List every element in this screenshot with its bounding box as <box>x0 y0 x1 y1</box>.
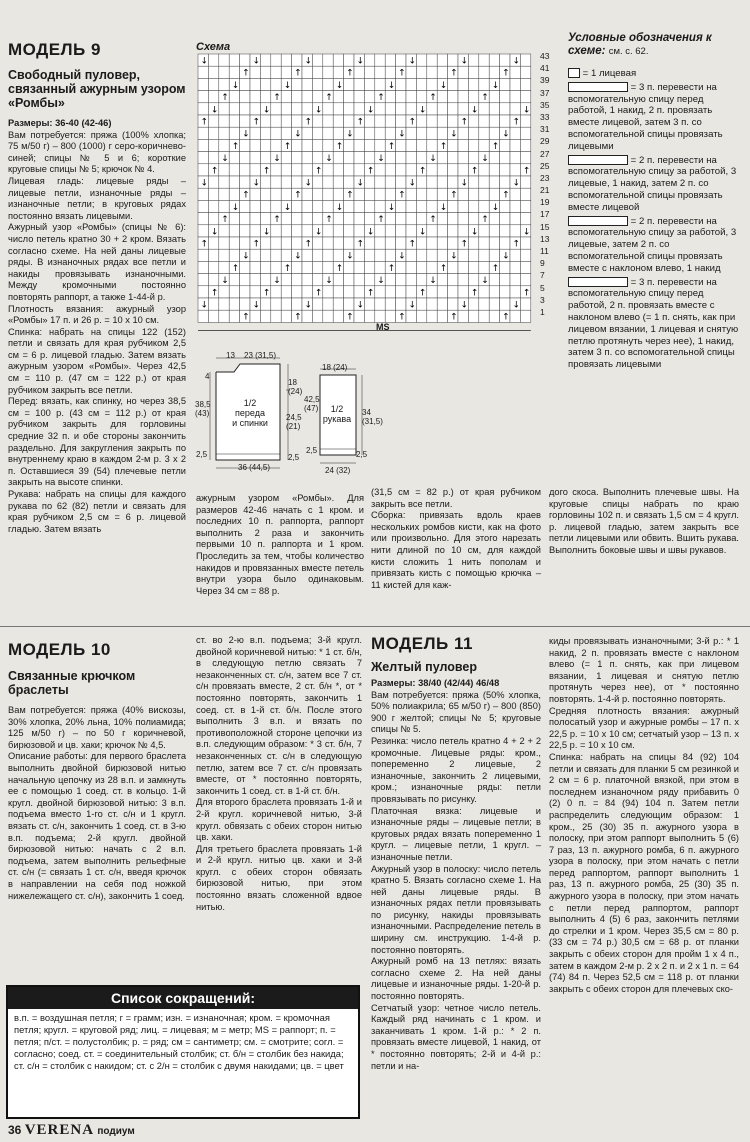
model9-gauge: Плотность вязания: ажурный узор «Ромбы» 17 п. и 26 р. = 10 х 10 см. <box>8 303 186 326</box>
svg-text:↓: ↓ <box>304 56 313 67</box>
model11-gauge: Средняя плотность вязания: ажурный полосатый узор и ажурные ромбы – 17 п. х 22,5 р. = 10 х 10 см; сетчатый узор – 13 п. х 22,5 р. = 10 х 10 см. <box>549 705 739 751</box>
svg-text:↑: ↑ <box>408 117 417 128</box>
legend <box>568 68 743 371</box>
model10-title: МОДЕЛЬ 10 <box>8 640 111 659</box>
abbreviations-text: в.п. = воздушная петля; г = грамм; изн. = изнаночная; кром. = кромочная петля; кругл. = круговой ряд; лиц. = лицевая; м = метр; MS = раппорт; п. = петля; п/ст. = полустолбик; р. = ряд; см = сантиметр; см. = смотрите; согл. = согласно; соед. ст. = соединительный столбик; ст. б/н = столбик без накида; ст. с/н = столбик с накидом; ст. с 2/н = столбик с двумя накидами; цв. = цвет <box>14 1012 344 1071</box>
schema-row-number: 27 <box>540 148 550 159</box>
front-label <box>222 398 278 428</box>
svg-text:↑: ↑ <box>522 288 531 299</box>
model9-pattern: Ажурный узор «Ромбы» (спицы № 6): число петель кратно 30 + 2 кром. Вязать согласно схеме. На ней даны лицевые ряды. В изнаночных рядах все петли и накиды провязывать изнаночными. Между кромочными постоянно повторять раппорт, а также 1-44-й р. <box>8 222 186 302</box>
svg-text:↑: ↑ <box>450 190 458 201</box>
svg-text:↓: ↓ <box>377 154 385 165</box>
sleeve-25-right: 2,5 <box>356 450 368 459</box>
svg-text:↓: ↓ <box>210 227 219 238</box>
svg-text:↑: ↑ <box>346 190 354 201</box>
model10-bracelet2: Для второго браслета провязать 1-й и 2-й кругл. коричневой нитью, 3-й кругл. обвязать с обеих сторон нитью цв. хаки. <box>196 797 362 843</box>
svg-text:↓: ↓ <box>346 251 354 262</box>
svg-text:↑: ↑ <box>314 288 323 299</box>
svg-text:↓: ↓ <box>481 276 489 287</box>
front-right-bot: 42,5 (47) <box>304 395 320 413</box>
schema-row-number: 19 <box>540 197 550 208</box>
model9-col3-a: (31,5 см = 82 р.) от края рубчиком закрыть все петли. <box>371 487 541 509</box>
model9-col2: ажурным узором «Ромбы». Для размеров 42-46 начать с 1 кром. и последних 10 п. раппорта, раппорт выполнить 2 раза и закончить первыми 10 п. раппорта и 1 кром. Проследить за тем, чтобы количество накидов и провязанных вместе петель внутри узора было одинаковым. Через 34 см = 88 р. <box>196 493 364 596</box>
model11-garter: Платочная вязка: лицевые и изнаночные ряды – лицевые петли; в круговых рядах вязать попеременно 1 кругл. – лицевые петли, 1 кругл. – изнаночные петли. <box>371 805 541 862</box>
svg-text:↓: ↓ <box>242 251 250 262</box>
front-label-2: переда <box>235 408 265 418</box>
schema-row-number: 33 <box>540 111 550 122</box>
model11-rhombus: Ажурный ромб на 13 петлях: вязать согласно схеме 2. На ней даны лицевые и изнаночные ряды. 1-20-й р. постоянно повторять. <box>371 956 541 1002</box>
svg-text:↓: ↓ <box>210 105 219 116</box>
front-label-1: 1/2 <box>243 398 257 408</box>
svg-text:↓: ↓ <box>450 251 458 262</box>
schema-row-number: 5 <box>540 282 545 293</box>
svg-text:↑: ↑ <box>231 141 240 152</box>
front-top-right: 23 (31,5) <box>244 351 277 360</box>
front-25-left: 2,5 <box>196 450 208 459</box>
cross-symbol-icon <box>568 216 628 226</box>
svg-text:↓: ↓ <box>200 178 209 189</box>
svg-text:↑: ↑ <box>408 239 417 250</box>
svg-text:↑: ↑ <box>439 263 448 274</box>
front-right-top: 18 (24) <box>288 378 303 396</box>
legend-item-knit <box>568 68 743 80</box>
svg-text:↓: ↓ <box>283 202 292 213</box>
svg-text:↑: ↑ <box>450 68 458 79</box>
svg-text:↑: ↑ <box>200 239 209 250</box>
model9-materials: Вам потребуется: пряжа (100% хлопка; 75 м/50 г) – 800 (1000) г серо-коричнево-синей; спицы № 5 и 6; короткие круговые спицы № 5; крючок № 4. <box>8 129 186 175</box>
front-label-3: и спинки <box>232 418 268 428</box>
schema-row-number: 11 <box>540 246 549 256</box>
model9-sizes: Размеры: 36-40 (42-46) <box>8 118 112 128</box>
legend-title <box>568 32 743 58</box>
svg-text:↑: ↑ <box>418 166 427 177</box>
svg-text:↑: ↑ <box>273 215 281 226</box>
page-footer <box>8 1122 135 1139</box>
legend-title-text: Условные обозначения к схеме: <box>568 32 712 57</box>
model11-mesh: Сетчатый узор: четное число петель. Каждый ряд начинать с 1 кром. и заканчивать 1 кром. 1-й р.: * 2 п. провязать вместе лицевой, 1 накид, от * постоянно повторять; 2-й и 4-й р.: петли и на- <box>371 1002 541 1071</box>
svg-text:↓: ↓ <box>491 80 500 91</box>
svg-text:↑: ↑ <box>242 312 250 323</box>
svg-text:↓: ↓ <box>439 80 448 91</box>
svg-text:↑: ↑ <box>491 263 500 274</box>
svg-text:↓: ↓ <box>200 56 209 67</box>
schema-row-number: 9 <box>540 258 545 269</box>
svg-text:↓: ↓ <box>387 202 396 213</box>
model11-col2 <box>549 636 739 995</box>
svg-text:↓: ↓ <box>460 56 469 67</box>
svg-text:↓: ↓ <box>231 202 240 213</box>
schema-row-number: 1 <box>540 306 545 317</box>
svg-text:↑: ↑ <box>502 68 510 79</box>
svg-text:↓: ↓ <box>325 276 333 287</box>
schema-row-number: 7 <box>540 270 545 281</box>
svg-text:↑: ↑ <box>294 190 302 201</box>
svg-text:↑: ↑ <box>418 288 427 299</box>
svg-text:↓: ↓ <box>408 178 417 189</box>
svg-text:↓: ↓ <box>398 129 406 140</box>
svg-text:↑: ↑ <box>200 117 209 128</box>
svg-text:↑: ↑ <box>356 239 365 250</box>
legend-item-cross3 <box>568 216 743 275</box>
svg-text:↑: ↑ <box>439 141 448 152</box>
front-top-left: 13 <box>226 351 235 360</box>
svg-text:↑: ↑ <box>366 288 375 299</box>
svg-text:↑: ↑ <box>502 312 510 323</box>
svg-text:↑: ↑ <box>491 141 500 152</box>
model11-subtitle: Желтый пуловер <box>371 660 477 674</box>
model11-rib: Резинка: число петель кратно 4 + 2 + 2 кромочные. Лицевые ряды: кром., попеременно 2 лицевые, 2 изнаночные, закончить 2 лицевыми, кром.; изнаночные ряды: петли провязывать по рисунку. <box>371 735 541 804</box>
model9-col1 <box>8 118 186 535</box>
svg-text:↓: ↓ <box>522 105 531 116</box>
model9-subtitle: Свободный пуловер, связанный ажурным узором «Ромбы» <box>8 68 186 110</box>
svg-text:↑: ↑ <box>252 117 261 128</box>
schema-row-number: 25 <box>540 160 550 171</box>
model9-col3 <box>371 487 541 591</box>
legend-text: = 2 п. перевести на вспомогательную спицу за работой, 3 лицевые, затем 2 п. со вспомогательной спицы провязать вместе с наклоном влево, 1 накид <box>568 215 737 274</box>
svg-text:↑: ↑ <box>283 141 292 152</box>
svg-text:↑: ↑ <box>366 166 375 177</box>
svg-text:↑: ↑ <box>335 263 344 274</box>
svg-text:↓: ↓ <box>200 300 209 311</box>
svg-text:↓: ↓ <box>273 154 281 165</box>
svg-text:↑: ↑ <box>429 215 437 226</box>
schema-ms-label: MS <box>376 322 390 332</box>
sleeve-bottom: 24 (32) <box>325 466 351 475</box>
model9-sleeves: Рукава: набрать на спицы для каждого рукава по 62 (82) петли и связать для края рубчиком 2,5 см = 6 р. лицевой гладью. Затем вязать <box>8 489 186 534</box>
model10-materials: Вам потребуется: пряжа (40% вискозы, 30% хлопка, 20% льна, 10% полиамида; 125 м/50 г) – по 50 г коричневой, бирюзовой и цв. хаки; крючок № 4,5. <box>8 705 186 750</box>
legend-ref: см. с. 62. <box>608 46 649 57</box>
svg-text:↓: ↓ <box>502 251 510 262</box>
svg-text:↓: ↓ <box>325 154 333 165</box>
schema-row-numbers <box>540 51 562 319</box>
section-divider <box>0 626 750 627</box>
svg-text:↓: ↓ <box>273 276 281 287</box>
model11-col1 <box>371 678 541 1072</box>
svg-text:↓: ↓ <box>408 56 417 67</box>
svg-text:↑: ↑ <box>210 288 219 299</box>
cross-symbol-icon <box>568 277 628 287</box>
schema-row-number: 17 <box>540 209 550 220</box>
schema-row-number: 37 <box>540 87 550 98</box>
legend-item-cross1 <box>568 82 743 153</box>
svg-text:↓: ↓ <box>356 56 365 67</box>
model10-description: Описание работы: для первого браслета выполнить двойной бирюзовой нитью начальную цепочку из 28 в.п. и замкнуть ее с помощью 1 соед. ст. в кольцо. 1-й кругл. двойной бирюзовой нитью: 3 в.п. подъема вместо 1-го ст. с/н и 1 кругл. вязать ст. с/н, закончить 1 соед. ст. в 3-ю в.п. подъема; 2-й кругл. двойной бирюзовой нитью: начать с 2 в.п. подъема, затем выполнить рельефные ст. с/н (= связать 1 ст. с/н, введя крючок в направлении на себя под ножкой нижележащего ст. с/н), закончить 1 соед. <box>8 751 186 901</box>
front-right-mid: 24,5 (21) <box>286 413 302 431</box>
svg-text:↓: ↓ <box>366 227 375 238</box>
svg-text:↓: ↓ <box>252 178 261 189</box>
svg-text:↑: ↑ <box>304 117 313 128</box>
svg-text:↑: ↑ <box>502 190 510 201</box>
svg-text:↑: ↑ <box>304 239 313 250</box>
svg-text:↑: ↑ <box>221 93 229 104</box>
svg-text:↓: ↓ <box>314 105 323 116</box>
svg-text:↓: ↓ <box>502 129 510 140</box>
svg-text:↓: ↓ <box>512 178 521 189</box>
schema-title: Схема <box>196 41 231 53</box>
svg-text:↑: ↑ <box>294 312 302 323</box>
svg-text:↑: ↑ <box>481 93 489 104</box>
model9-front: Перед: вязать, как спинку, но через 38,5 см = 100 р. (43 см = 112 р.) от края рубчиком закрыть для горловины средние 32 п. и обе стороны закончить раздельно. Для закругления закрыть по внутреннему краю в каждом 2-м р. 3 х 2 п. Оставшиеся 39 (54) плечевые петли закрыть на высоте спинки. <box>8 396 186 488</box>
model9-back: Спинка: набрать на спицы 122 (152) петли и связать для края рубчиком 2,5 см = 6 р. лицевой гладью. Затем вязать ажурным узором «Ромбы». Через 42,5 см = 110 р. (47 см = 122 р.) от края рубчиком закрыть все петли. <box>8 326 186 395</box>
svg-text:↓: ↓ <box>356 178 365 189</box>
schema-row-number: 35 <box>540 99 550 110</box>
svg-text:↑: ↑ <box>470 288 479 299</box>
cross-symbol-icon <box>568 82 628 92</box>
page-number: 36 <box>8 1123 22 1137</box>
svg-text:↑: ↑ <box>387 263 396 274</box>
svg-text:↓: ↓ <box>252 300 261 311</box>
svg-text:↓: ↓ <box>377 276 385 287</box>
knitting-chart <box>196 52 562 332</box>
svg-text:↓: ↓ <box>304 300 313 311</box>
svg-text:↑: ↑ <box>252 239 261 250</box>
knit-symbol-icon <box>568 68 580 78</box>
svg-text:↓: ↓ <box>242 129 250 140</box>
svg-text:↑: ↑ <box>273 93 281 104</box>
svg-text:↓: ↓ <box>470 105 479 116</box>
svg-text:↑: ↑ <box>221 215 229 226</box>
svg-text:↓: ↓ <box>512 300 521 311</box>
svg-text:↑: ↑ <box>242 190 250 201</box>
model10-col2-a: ст. во 2-ю в.п. подъема; 3-й кругл. двойной коричневой нитью: * 1 ст. б/н, в следующую петлю связать 7 незаконченных ст. с/н, затем все 7 ст. с/н провязать вместе, 2 ст. б/н *, от * постоянно повторять, закончить 1 соед. ст. в 1-й ст. б/н. После этого выполнить 3 в.п. и вязать по противоположной стороне цепочки из в.п. следующим образом: * 3 ст. б/н, 7 незаконченных ст. с/н в следующую петлю, затем все 7 ст. с/н провязать вместе, от * постоянно повторять, закончить 1 соед. ст. в 1-й ст. б/н. <box>196 635 362 796</box>
brand-logo: VERENA <box>24 1122 95 1138</box>
model11-title: МОДЕЛЬ 11 <box>371 634 473 653</box>
schema-row-number: 39 <box>540 75 550 86</box>
svg-text:↑: ↑ <box>294 68 302 79</box>
svg-text:↑: ↑ <box>398 190 406 201</box>
svg-text:↑: ↑ <box>210 166 219 177</box>
svg-text:↓: ↓ <box>460 178 469 189</box>
svg-text:↑: ↑ <box>283 263 292 274</box>
svg-text:↓: ↓ <box>366 105 375 116</box>
schema-row-number: 15 <box>540 221 550 232</box>
svg-text:↑: ↑ <box>262 166 271 177</box>
svg-text:↓: ↓ <box>283 80 292 91</box>
sleeve-label-1: 1/2 <box>330 404 344 414</box>
model11-back: Спинка: набрать на спицы 84 (92) 104 петли и связать для планки 5 см резинкой и 2 см = 6 р. платочной вязкой, при этом в последнем изнаночном ряду прибавить 0 (2) 0 п. = 84 (94) 104 п. Затем петли распределить следующим образом: 1 кром., 25 (30) 35 п. ажурного узора в полоску, при этом раппорт выполнить 5 (6) 7 раз, 13 п. ажурного ромба, 6 п. ажурного узора в полоску, при этом начать с петли перед раппортом, раппорт выполнить 1 раз, 13 п. ажурного ромба, 25 (30) 35 п. ажурного узора в полоску, при этом начать с петли перед раппортом, раппорт выполнить 4 (5) 6 раз, закончить петлями до стрелки и 1 кром. Через 35,5 см = 80 р. (33 см = 74 р.) 30,5 см = 68 р. от планки закрыть с обеих сторон для пройм 1 х 4 п., затем в каждом 2-м р. 2 х 2 п. и 2 х 1 п. = 64 (74) 84 п. Через 52,5 см = 118 р. от планки закрыть с обеих сторон для плечевых ско- <box>549 751 739 994</box>
svg-text:↓: ↓ <box>418 105 427 116</box>
schema-row-number: 43 <box>540 51 550 61</box>
sleeve-label-2: рукава <box>322 414 352 424</box>
svg-text:↓: ↓ <box>481 154 489 165</box>
abbreviations-title: Список сокращений: <box>8 987 358 1009</box>
svg-text:↑: ↑ <box>460 117 469 128</box>
svg-text:↓: ↓ <box>512 56 521 67</box>
schema-row-number: 31 <box>540 124 550 135</box>
svg-text:↑: ↑ <box>314 166 323 177</box>
svg-text:↓: ↓ <box>522 227 531 238</box>
brand-suffix: подиум <box>97 1126 135 1137</box>
svg-text:↓: ↓ <box>398 251 406 262</box>
svg-text:↑: ↑ <box>398 312 406 323</box>
svg-text:↑: ↑ <box>387 141 396 152</box>
model10-bracelet3: Для третьего браслета провязать 1-й и 2-й кругл. нитью цв. хаки и 3-й кругл. с обеих сторон обвязать бирюзовой нитью, при этом постоянно вязать сложенной вдвое нитью. <box>196 843 362 912</box>
model9-assembly: Сборка: привязать вдоль краев нескольких ромбов кисти, как на фото или произвольно. Для этого нарезать нити длиной по 10 см, для каждой кисти сложить 1 нить пополам и привязать кисть с помощью крючка – 11 кистей для каж- <box>371 510 541 590</box>
svg-text:↑: ↑ <box>335 141 344 152</box>
svg-text:↑: ↑ <box>377 215 385 226</box>
svg-text:↑: ↑ <box>242 68 250 79</box>
svg-text:↓: ↓ <box>460 300 469 311</box>
svg-text:↑: ↑ <box>346 68 354 79</box>
schema-row-number: 29 <box>540 136 550 147</box>
svg-text:↓: ↓ <box>304 178 313 189</box>
svg-text:↓: ↓ <box>387 80 396 91</box>
svg-text:↑: ↑ <box>346 312 354 323</box>
front-25-right: 2,5 <box>288 453 300 462</box>
schema-row-number: 21 <box>540 185 550 196</box>
svg-text:↓: ↓ <box>470 227 479 238</box>
model10-subtitle: Связанные крючком браслеты <box>8 669 136 697</box>
front-mark4: 4 <box>205 372 210 381</box>
svg-text:↓: ↓ <box>356 300 365 311</box>
svg-text:↓: ↓ <box>262 105 271 116</box>
svg-text:↓: ↓ <box>314 227 323 238</box>
svg-text:↑: ↑ <box>325 93 333 104</box>
svg-text:↑: ↑ <box>262 288 271 299</box>
svg-text:↑: ↑ <box>325 215 333 226</box>
schema-row-number: 23 <box>540 172 550 183</box>
svg-text:↓: ↓ <box>252 56 261 67</box>
svg-text:↓: ↓ <box>262 227 271 238</box>
model11-col2-a: киды провязывать изнаночными; 3-й р.: * 1 накид, 2 п. провязать вместе с наклоном влево (= 1 п. снять, как при лицевом вязании, 1 лицевая и снятую петлю протянуть через нее), от * постоянно повторять. 1-4-й р. постоянно повторять. <box>549 636 739 704</box>
svg-text:↓: ↓ <box>418 227 427 238</box>
model9-title: МОДЕЛЬ 9 <box>8 40 101 59</box>
svg-text:↑: ↑ <box>450 312 458 323</box>
model11-materials: Вам потребуется: пряжа (50% хлопка, 50% полиакрила; 65 м/50 г) – 800 (850) 900 г желтой; спицы № 5; круговые спицы № 5. <box>371 689 541 735</box>
svg-text:↓: ↓ <box>221 276 229 287</box>
legend-item-cross2 <box>568 155 743 214</box>
cross-symbol-icon <box>568 155 628 165</box>
svg-text:↓: ↓ <box>491 202 500 213</box>
model9-col4: дого скоса. Выполнить плечевые швы. На круговые спицы набрать по краю горловины 102 п. и связать 1,5 см = 4 кругл. р. лицевой гладью, затем закрыть все петли лицевыми или обвить. Вшить рукава. Выполнить боковые швы и швы рукавов. <box>549 487 739 555</box>
svg-text:↑: ↑ <box>231 263 240 274</box>
svg-text:↑: ↑ <box>481 215 489 226</box>
model9-stockinette: Лицевая гладь: лицевые ряды – лицевые петли, изнаночные ряды – изнаночные петли; в круговых рядах постоянно вязать лицевыми. <box>8 175 186 221</box>
svg-text:↓: ↓ <box>346 129 354 140</box>
front-bottom: 36 (44,5) <box>238 463 271 472</box>
sleeve-right: 34 (31,5) <box>362 408 383 426</box>
svg-text:↓: ↓ <box>294 129 302 140</box>
svg-text:↓: ↓ <box>408 300 417 311</box>
model11-sizes: Размеры: 38/40 (42/44) 46/48 <box>371 678 500 688</box>
svg-text:↓: ↓ <box>450 129 458 140</box>
legend-text: = 3 п. перевести на вспомогательную спицу перед работой, 1 накид, 2 п. провязать вместе лицевой, затем 3 п. со вспомогательной спицы провязать лицевыми <box>568 81 723 152</box>
sleeve-25-left: 2,5 <box>306 446 318 455</box>
svg-text:↑: ↑ <box>460 239 469 250</box>
sleeve-top: 18 (24) <box>322 363 348 372</box>
svg-text:↑: ↑ <box>512 117 521 128</box>
schema-row-number: 13 <box>540 233 550 244</box>
svg-text:↑: ↑ <box>512 239 521 250</box>
svg-text:↑: ↑ <box>398 68 406 79</box>
svg-text:↓: ↓ <box>439 202 448 213</box>
abbreviations-box <box>6 985 360 1119</box>
model10-col1 <box>8 705 186 902</box>
model11-stripes: Ажурный узор в полоску: число петель кратно 5. Вязать согласно схеме 1. На ней даны лицевые ряды. В изнаночных рядах петли провязывать по рисунку, накиды провязывать изнаночными. Распределение петель в ширину см. инструкцию. 1-4-й р. постоянно повторять. <box>371 863 541 955</box>
svg-text:↓: ↓ <box>335 202 344 213</box>
model10-col2 <box>196 635 362 913</box>
legend-text: = 2 п. перевести на вспомогательную спицу за работой, 3 лицевые, 1 накид, затем 2 п. со вспомогательной спицы провязать вместе лицевой <box>568 154 737 213</box>
svg-text:↓: ↓ <box>429 276 437 287</box>
svg-text:↓: ↓ <box>429 154 437 165</box>
schema-row-number: 3 <box>540 294 545 305</box>
svg-text:↓: ↓ <box>231 80 240 91</box>
legend-text: = 3 п. перевести на вспомогательную спицу перед работой, 2 п. провязать вместе с наклоном влево (= 1 п. снять, как при лицевом вязании, 1 лицевая и снятую петлю протянуть через нее), 1 накид, затем 3 п. со вспомогательной спицы провязать лицевыми <box>568 276 739 371</box>
schema-row-number: 41 <box>540 63 550 74</box>
legend-text: = 1 лицевая <box>582 68 637 79</box>
svg-text:↓: ↓ <box>335 80 344 91</box>
svg-text:↑: ↑ <box>470 166 479 177</box>
svg-text:↑: ↑ <box>356 117 365 128</box>
svg-text:↑: ↑ <box>429 93 437 104</box>
sleeve-label <box>322 404 352 424</box>
legend-item-cross4 <box>568 277 743 371</box>
svg-text:↓: ↓ <box>221 154 229 165</box>
svg-text:↓: ↓ <box>294 251 302 262</box>
front-left-side: 38,5 (43) <box>195 400 211 418</box>
svg-text:↑: ↑ <box>522 166 531 177</box>
svg-text:↑: ↑ <box>377 93 385 104</box>
